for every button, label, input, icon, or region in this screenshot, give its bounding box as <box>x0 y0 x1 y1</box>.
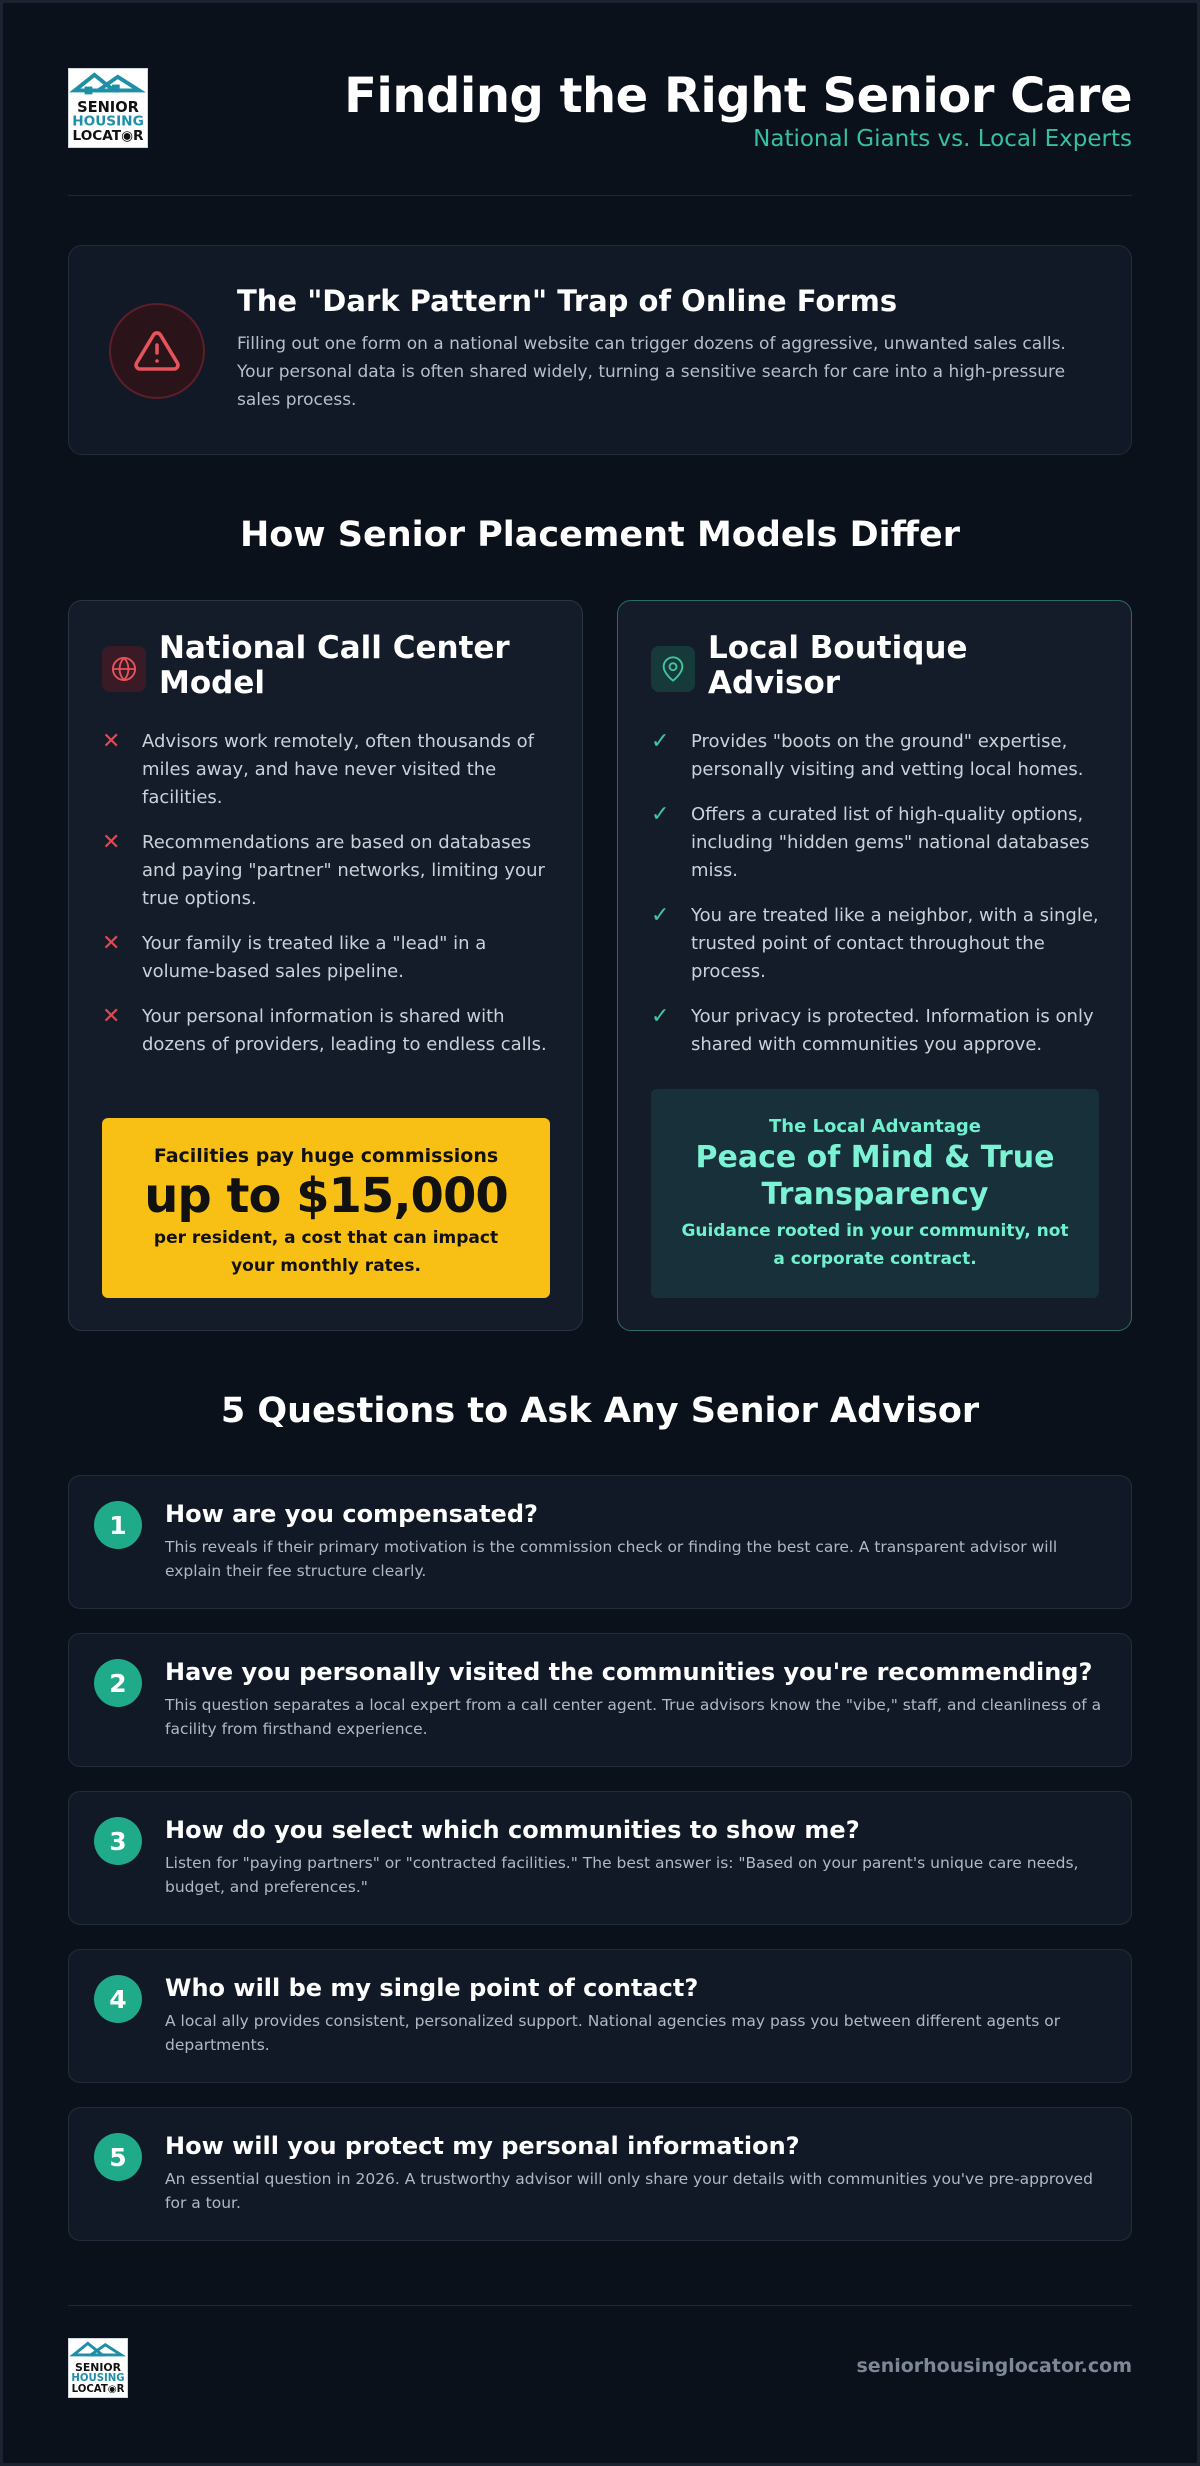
local-title: Local Boutique Advisor <box>708 630 968 701</box>
x-icon: ✕ <box>102 931 121 956</box>
svg-text:LOCAT◉R: LOCAT◉R <box>71 2383 125 2395</box>
question-number-badge: 5 <box>94 2133 142 2181</box>
warning-title: The "Dark Pattern" Trap of Online Forms <box>237 284 898 318</box>
question-title: How do you select which communities to show me? <box>165 1816 860 1844</box>
question-number-badge: 4 <box>94 1975 142 2023</box>
question-text: This question separates a local expert from a call center agent. True advisors know the "vibe," staff, and cleanliness of a facility from firsthand experience. <box>165 1696 1102 1738</box>
list-item <box>102 829 552 913</box>
question-title: Have you personally visited the communities you're recommending? <box>165 1658 1093 1686</box>
page-subtitle: National Giants vs. Local Experts <box>753 126 1132 152</box>
question-title: Who will be my single point of contact? <box>165 1974 699 2002</box>
svg-text:SENIOR: SENIOR <box>77 98 139 116</box>
local-list <box>651 728 1101 1076</box>
question-number-badge: 2 <box>94 1659 142 1707</box>
commission-callout-lead: Facilities pay huge commissions <box>153 1145 499 1167</box>
x-icon: ✕ <box>102 729 121 754</box>
svg-text:HOUSING: HOUSING <box>72 113 144 130</box>
svg-text:HOUSING: HOUSING <box>71 2373 125 2385</box>
local-advisor-card <box>617 600 1132 1331</box>
comparison-heading: How Senior Placement Models Differ <box>239 515 961 555</box>
title-block <box>344 68 1132 154</box>
question-card <box>68 2107 1132 2241</box>
question-number-badge: 1 <box>94 1501 142 1549</box>
header <box>68 68 1132 152</box>
list-item-text: Your privacy is protected. Information is only shared with communities you approve. <box>691 1006 1094 1055</box>
list-item-text: Advisors work remotely, often thousands of miles away, and have never visited the facilities. <box>142 731 534 808</box>
commission-amount: up to $15,000 <box>144 1168 508 1224</box>
check-icon: ✓ <box>651 903 670 928</box>
national-list <box>102 728 552 1076</box>
question-number-badge: 3 <box>94 1817 142 1865</box>
list-item-text: You are treated like a neighbor, with a single, trusted point of contact throughout the process. <box>691 905 1099 982</box>
x-icon: ✕ <box>102 830 121 855</box>
list-item-text: Provides "boots on the ground" expertise, personally visiting and vetting local homes. <box>691 731 1084 780</box>
local-advantage-headline: Peace of Mind & True Transparency <box>695 1140 1055 1212</box>
list-item <box>651 902 1101 986</box>
local-advantage-callout <box>651 1089 1099 1298</box>
list-item <box>102 728 552 812</box>
national-title: National Call Center Model <box>159 630 510 701</box>
footer-logo <box>68 2338 128 2398</box>
list-item <box>651 1003 1101 1059</box>
list-item-text: Your family is treated like a "lead" in a volume-based sales pipeline. <box>142 933 487 982</box>
svg-text:LOCAT◉R: LOCAT◉R <box>72 128 144 145</box>
question-title: How will you protect my personal information? <box>165 2132 800 2160</box>
commission-callout <box>102 1118 550 1298</box>
header-divider <box>68 195 1132 196</box>
footer-divider <box>68 2305 1132 2306</box>
question-text: Listen for "paying partners" or "contracted facilities." The best answer is: "Based on your parent's unique care needs, budget, and preferences." <box>165 1854 1079 1896</box>
map-pin-icon <box>659 655 687 683</box>
local-advantage-label: The Local Advantage <box>768 1116 981 1137</box>
warning-text: Filling out one form on a national website can trigger dozens of aggressive, unwanted sales calls. Your personal data is often shared widely, turning a sensitive search for care into a high-pressure sales process. <box>237 334 1066 410</box>
check-icon: ✓ <box>651 729 670 754</box>
question-text: This reveals if their primary motivation is the commission check or finding the best care. A transparent advisor will explain their fee structure clearly. <box>165 1538 1058 1580</box>
globe-icon <box>110 655 138 683</box>
local-icon-box <box>651 646 695 692</box>
warning-triangle-icon <box>133 327 181 375</box>
list-item-text: Recommendations are based on databases and paying "partner" networks, limiting your true options. <box>142 832 545 909</box>
list-item-text: Your personal information is shared with dozens of providers, leading to endless calls. <box>142 1006 547 1055</box>
question-card <box>68 1475 1132 1609</box>
footer-website-link[interactable]: seniorhousinglocator.com <box>856 2355 1132 2377</box>
check-icon: ✓ <box>651 1004 670 1029</box>
check-icon: ✓ <box>651 802 670 827</box>
warning-card <box>68 245 1132 455</box>
logo <box>68 68 148 148</box>
question-text: A local ally provides consistent, personalized support. National agencies may pass you between different agents or departments. <box>165 2012 1061 2054</box>
x-icon: ✕ <box>102 1004 121 1029</box>
question-card <box>68 1949 1132 2083</box>
question-card <box>68 1633 1132 1767</box>
national-model-card <box>68 600 583 1331</box>
commission-callout-detail: per resident, a cost that can impact your monthly rates. <box>153 1228 499 1276</box>
svg-text:SENIOR: SENIOR <box>75 2360 121 2374</box>
page-title: Finding the Right Senior Care <box>344 68 1132 124</box>
list-item <box>102 930 552 986</box>
list-item-text: Offers a curated list of high-quality options, including "hidden gems" national databases miss. <box>691 804 1090 881</box>
local-advantage-detail: Guidance rooted in your community, not a corporate contract. <box>681 1221 1069 1269</box>
questions-heading: 5 Questions to Ask Any Senior Advisor <box>220 1391 980 1431</box>
question-text: An essential question in 2026. A trustworthy advisor will only share your details with communities you've pre-approved for a tour. <box>165 2170 1093 2212</box>
question-card <box>68 1791 1132 1925</box>
warning-icon-ring <box>109 303 205 399</box>
question-title: How are you compensated? <box>165 1500 538 1528</box>
list-item <box>651 801 1101 885</box>
list-item <box>102 1003 552 1059</box>
national-icon-box <box>102 646 146 692</box>
list-item <box>651 728 1101 784</box>
